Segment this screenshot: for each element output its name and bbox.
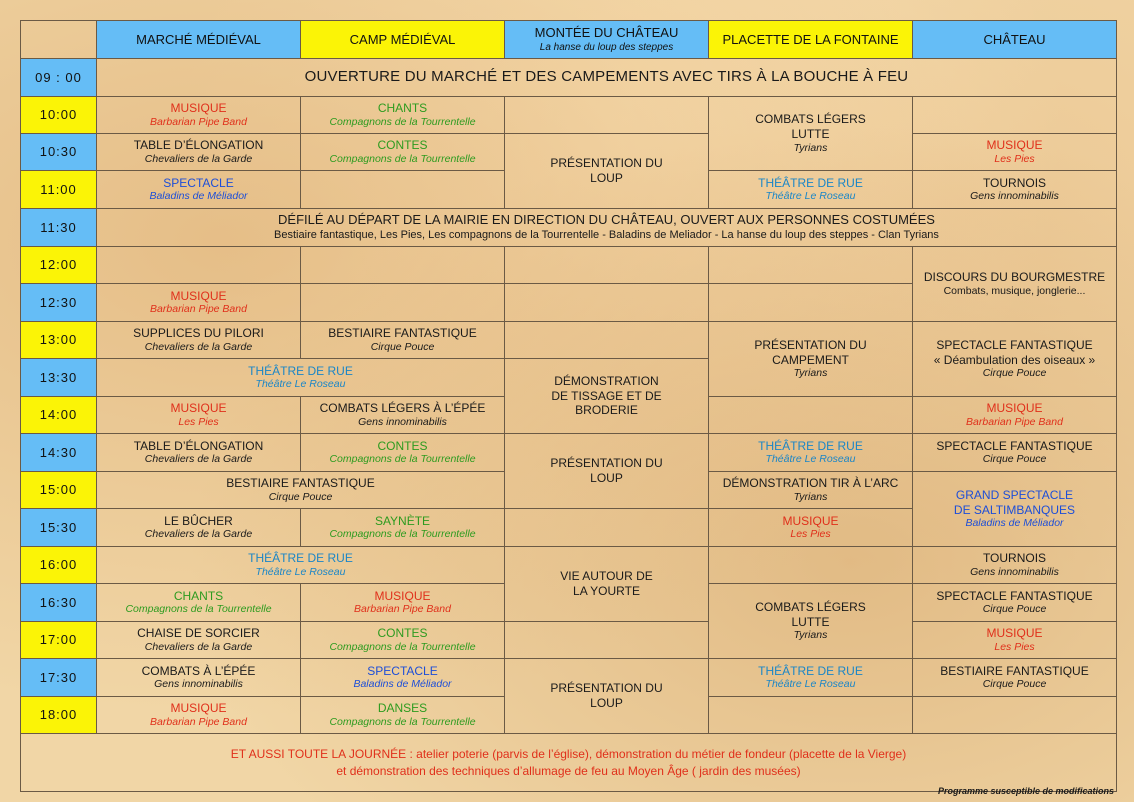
event-chateau-1630: SPECTACLE FANTASTIQUE Cirque Pouce bbox=[913, 584, 1117, 622]
event-camp-1530: SAYNÈTE Compagnons de la Tourrentelle bbox=[301, 509, 505, 547]
empty-cell bbox=[709, 547, 913, 584]
header-chateau: CHÂTEAU bbox=[913, 21, 1117, 59]
header-marche-medieval: MARCHÉ MÉDIÉVAL bbox=[97, 21, 301, 59]
event-chateau-1400: MUSIQUE Barbarian Pipe Band bbox=[913, 397, 1117, 434]
time-1530: 15:30 bbox=[21, 509, 97, 547]
time-1700: 17:00 bbox=[21, 622, 97, 659]
event-camp-1700: CONTES Compagnons de la Tourrentelle bbox=[301, 622, 505, 659]
time-1200: 12:00 bbox=[21, 247, 97, 284]
footer-line-1: ET AUSSI TOUTE LA JOURNÉE : atelier poterie (parvis de l’église), démonstration du métier de fondeur (placette de la Vierge) bbox=[230, 746, 907, 761]
event-loup-1730: PRÉSENTATION DU LOUP bbox=[505, 659, 709, 734]
event-marche-1500: BESTIAIRE FANTASTIQUE Cirque Pouce bbox=[97, 472, 505, 509]
time-1100: 11:00 bbox=[21, 171, 97, 209]
time-1400: 14:00 bbox=[21, 397, 97, 434]
event-marche-1600: THÉÂTRE DE RUE Théâtre Le Roseau bbox=[97, 547, 505, 584]
event-placette-1730: THÉÂTRE DE RUE Théâtre Le Roseau bbox=[709, 659, 913, 697]
event-marche-1100: SPECTACLE Baladins de Méliador bbox=[97, 171, 301, 209]
header-camp-medieval: CAMP MÉDIÉVAL bbox=[301, 21, 505, 59]
event-marche-1630: CHANTS Compagnons de la Tourrentelle bbox=[97, 584, 301, 622]
time-1600: 16:00 bbox=[21, 547, 97, 584]
event-placette-1430: THÉÂTRE DE RUE Théâtre Le Roseau bbox=[709, 434, 913, 472]
event-placette-1530: MUSIQUE Les Pies bbox=[709, 509, 913, 547]
header-placette-de-la-fontaine: PLACETTE DE LA FONTAINE bbox=[709, 21, 913, 59]
event-marche-1300: SUPPLICES DU PILORI Chevaliers de la Garde bbox=[97, 322, 301, 359]
event-marche-1000: MUSIQUE Barbarian Pipe Band bbox=[97, 97, 301, 134]
event-chateau-1100: TOURNOIS Gens innominabilis bbox=[913, 171, 1117, 209]
time-1130: 11:30 bbox=[21, 209, 97, 247]
time-1000: 10:00 bbox=[21, 97, 97, 134]
time-1430: 14:30 bbox=[21, 434, 97, 472]
event-marche-1030: TABLE D’ÉLONGATION Chevaliers de la Garde bbox=[97, 134, 301, 171]
time-1800: 18:00 bbox=[21, 697, 97, 734]
time-0900: 09 : 00 bbox=[21, 59, 97, 97]
event-chateau-1600: TOURNOIS Gens innominabilis bbox=[913, 547, 1117, 584]
footer-line-2: et démonstration des techniques d’allumage de feu au Moyen Âge ( jardin des musées) bbox=[336, 763, 801, 778]
corner-cell bbox=[21, 21, 97, 59]
event-placette-1300: PRÉSENTATION DU CAMPEMENT Tyrians bbox=[709, 322, 913, 397]
event-placette-1500: DÉMONSTRATION TIR À L’ARC Tyrians bbox=[709, 472, 913, 509]
time-1300: 13:00 bbox=[21, 322, 97, 359]
empty-cell bbox=[913, 697, 1117, 734]
empty-cell bbox=[505, 509, 709, 547]
empty-cell bbox=[505, 247, 709, 284]
event-marche-1430: TABLE D’ÉLONGATION Chevaliers de la Garde bbox=[97, 434, 301, 472]
banner-defile: DÉFILÉ AU DÉPART DE LA MAIRIE EN DIRECTION DU CHÂTEAU, OUVERT AUX PERSONNES COSTUMÉES Bestiaire fantastique, Les Pies, Les compagnons de la Tourrentelle - Baladins de Meliador - La hanse du loup des steppes - Clan Tyrians bbox=[97, 209, 1117, 247]
event-chateau-1030: MUSIQUE Les Pies bbox=[913, 134, 1117, 171]
empty-cell bbox=[709, 397, 913, 434]
event-placette-1000: COMBATS LÉGERS LUTTE Tyrians bbox=[709, 97, 913, 171]
empty-cell bbox=[505, 322, 709, 359]
event-marche-1230: MUSIQUE Barbarian Pipe Band bbox=[97, 284, 301, 322]
empty-cell bbox=[97, 247, 301, 284]
empty-cell bbox=[709, 247, 913, 284]
event-marche-1400: MUSIQUE Les Pies bbox=[97, 397, 301, 434]
event-chateau-1200: DISCOURS DU BOURGMESTRE Combats, musique, jonglerie... bbox=[913, 247, 1117, 322]
event-marche-1700: CHAISE DE SORCIER Chevaliers de la Garde bbox=[97, 622, 301, 659]
header-montee-du-chateau: MONTÉE DU CHÂTEAU La hanse du loup des steppes bbox=[505, 21, 709, 59]
event-tissage-1330: DÉMONSTRATION DE TISSAGE ET DE BRODERIE bbox=[505, 359, 709, 434]
event-camp-1000: CHANTS Compagnons de la Tourrentelle bbox=[301, 97, 505, 134]
empty-cell bbox=[301, 284, 505, 322]
event-marche-1530: LE BÛCHER Chevaliers de la Garde bbox=[97, 509, 301, 547]
time-1500: 15:00 bbox=[21, 472, 97, 509]
empty-cell bbox=[709, 284, 913, 322]
empty-cell bbox=[709, 697, 913, 734]
event-camp-1800: DANSES Compagnons de la Tourrentelle bbox=[301, 697, 505, 734]
time-1330: 13:30 bbox=[21, 359, 97, 397]
event-chateau-1730: BESTIAIRE FANTASTIQUE Cirque Pouce bbox=[913, 659, 1117, 697]
event-yourte-1600: VIE AUTOUR DE LA YOURTE bbox=[505, 547, 709, 622]
header-row bbox=[21, 21, 1117, 59]
time-1030: 10:30 bbox=[21, 134, 97, 171]
event-marche-1330: THÉÂTRE DE RUE Théâtre Le Roseau bbox=[97, 359, 505, 397]
time-1230: 12:30 bbox=[21, 284, 97, 322]
event-loup-1030: PRÉSENTATION DU LOUP bbox=[505, 134, 709, 209]
banner-ouverture: OUVERTURE DU MARCHÉ ET DES CAMPEMENTS AVEC TIRS À LA BOUCHE À FEU bbox=[97, 59, 1117, 97]
empty-cell bbox=[301, 247, 505, 284]
event-camp-1030: CONTES Compagnons de la Tourrentelle bbox=[301, 134, 505, 171]
event-placette-1100: THÉÂTRE DE RUE Théâtre Le Roseau bbox=[709, 171, 913, 209]
event-chateau-1500: GRAND SPECTACLE DE SALTIMBANQUES Baladins de Méliador bbox=[913, 472, 1117, 547]
time-1630: 16:30 bbox=[21, 584, 97, 622]
empty-cell bbox=[505, 97, 709, 134]
event-camp-1300: BESTIAIRE FANTASTIQUE Cirque Pouce bbox=[301, 322, 505, 359]
schedule-table bbox=[20, 20, 1117, 792]
empty-cell bbox=[301, 171, 505, 209]
event-placette-1630: COMBATS LÉGERS LUTTE Tyrians bbox=[709, 584, 913, 659]
event-chateau-1700: MUSIQUE Les Pies bbox=[913, 622, 1117, 659]
event-chateau-1300: SPECTACLE FANTASTIQUE « Déambulation des oiseaux » Cirque Pouce bbox=[913, 322, 1117, 397]
modification-note: Programme susceptible de modifications bbox=[937, 786, 1114, 796]
time-1730: 17:30 bbox=[21, 659, 97, 697]
empty-cell bbox=[505, 284, 709, 322]
event-camp-1430: CONTES Compagnons de la Tourrentelle bbox=[301, 434, 505, 472]
event-marche-1730: COMBATS À L’ÉPÉE Gens innominabilis bbox=[97, 659, 301, 697]
event-chateau-1430: SPECTACLE FANTASTIQUE Cirque Pouce bbox=[913, 434, 1117, 472]
event-camp-1400: COMBATS LÉGERS À L’ÉPÉE Gens innominabilis bbox=[301, 397, 505, 434]
empty-cell bbox=[913, 97, 1117, 134]
event-camp-1730: SPECTACLE Baladins de Méliador bbox=[301, 659, 505, 697]
event-marche-1800: MUSIQUE Barbarian Pipe Band bbox=[97, 697, 301, 734]
event-camp-1630: MUSIQUE Barbarian Pipe Band bbox=[301, 584, 505, 622]
event-loup-1430: PRÉSENTATION DU LOUP bbox=[505, 434, 709, 509]
empty-cell bbox=[505, 622, 709, 659]
